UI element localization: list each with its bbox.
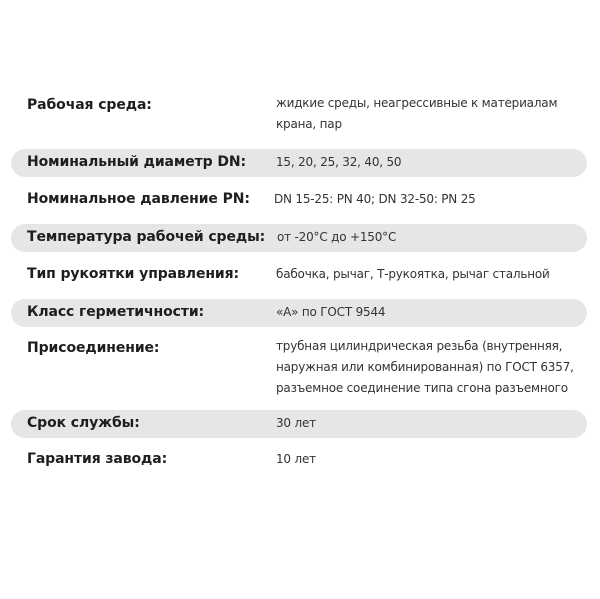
spec-row-nominal-diameter	[11, 149, 587, 177]
spec-value: 15, 20, 25, 32, 40, 50	[276, 155, 402, 169]
spec-label: Гарантия завода:	[27, 451, 168, 467]
spec-row-warranty	[11, 446, 587, 474]
spec-label: Присоединение:	[27, 340, 160, 356]
spec-value: 30 лет	[276, 416, 316, 430]
spec-row-handle-type	[11, 261, 587, 289]
spec-row-working-medium	[11, 95, 587, 145]
spec-value: от -20°C до +150°C	[277, 230, 397, 244]
spec-value: бабочка, рычаг, Т-рукоятка, рычаг стальной	[276, 267, 550, 281]
spec-row-temperature	[11, 224, 587, 252]
spec-label: Класс герметичности:	[27, 304, 205, 320]
spec-label: Температура рабочей среды:	[27, 229, 266, 245]
spec-value: 10 лет	[276, 452, 316, 466]
spec-value: DN 15-25: PN 40; DN 32-50: PN 25	[274, 192, 476, 206]
spec-row-service-life	[11, 410, 587, 438]
spec-value: жидкие среды, неагрессивные к материалам крана, пар	[276, 96, 558, 131]
spec-row-connection	[11, 336, 587, 406]
spec-value: «А» по ГОСТ 9544	[276, 305, 386, 319]
spec-row-nominal-pressure	[11, 186, 587, 214]
spec-label: Номинальный диаметр DN:	[27, 154, 246, 170]
spec-label: Рабочая среда:	[27, 97, 152, 113]
spec-label: Номинальное давление PN:	[27, 191, 250, 207]
spec-row-tightness-class	[11, 299, 587, 327]
spec-label: Срок службы:	[27, 415, 140, 431]
spec-label: Тип рукоятки управления:	[27, 266, 240, 282]
spec-value: трубная цилиндрическая резьба (внутренняя, наружная или комбинированная) по ГОСТ 6357, разъемное соединение типа сгона разъемного	[276, 339, 574, 395]
